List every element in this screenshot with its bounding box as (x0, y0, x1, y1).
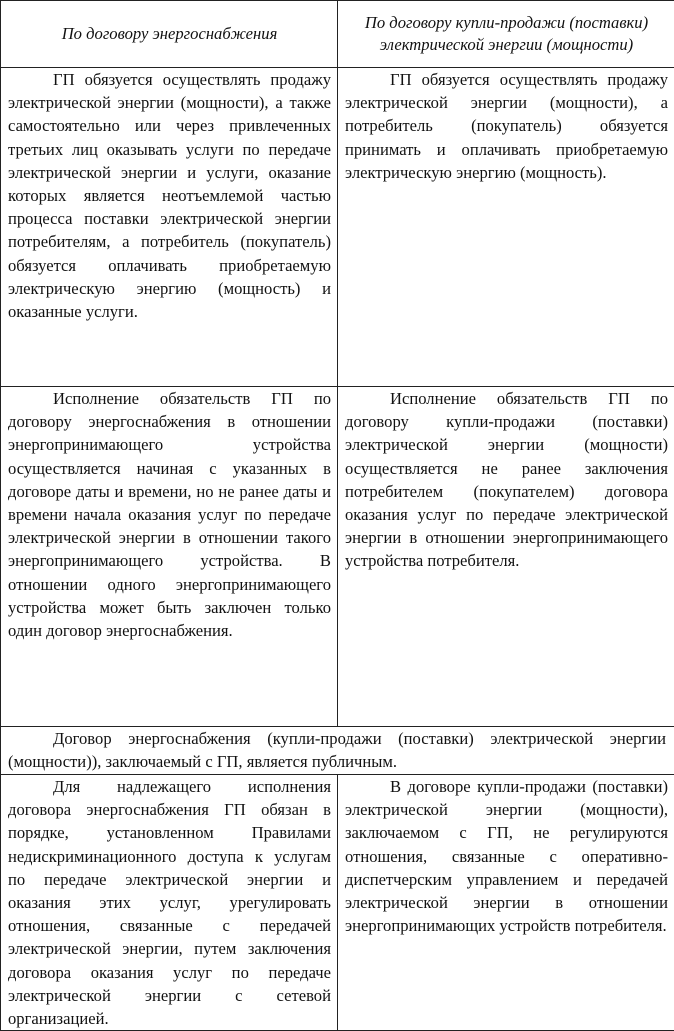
header-row (1, 1, 674, 68)
header-energy-supply-contract: По договору энергоснабжения (1, 1, 338, 68)
cell-purchase-sale-performance: Исполнение обязательств ГП по договору купли-продажи (поставки) электрической энергии (мощности) осуществляется не ранее заключения потребителем (покупателем) договора оказания услуг по передаче электрической энергии в отношении энергопринимающего устройства потребителя. (338, 387, 674, 727)
cell-energy-supply-performance: Исполнение обязательств ГП по договору энергоснабжения в отношении энергопринимающего устройства осуществляется начиная с указанных в договоре даты и времени, но не ранее даты и времени начала оказания услуг по передаче электрической энергии в отношении такого энергопринимающего устройства. В отношении одного энергопринимающего устройства может быть заключен только один договор энергоснабжения. (1, 387, 338, 727)
table-row (1, 727, 674, 775)
table-row (1, 387, 674, 727)
cell-energy-supply-transmission: Для надлежащего исполнения договора энергоснабжения ГП обязан в порядке, установленном Правилами недискриминационного доступа к услугам по передаче электрической энергии и оказания этих услуг, урегулировать отношения, связанные с передачей электрической энергии, путем заключения договора оказания услуг по передаче электрической энергии с сетевой организацией. (1, 775, 338, 1031)
table-row (1, 68, 674, 387)
cell-energy-supply-obligations: ГП обязуется осуществлять продажу электрической энергии (мощности), а также самостоятельно или через привлеченных третьих лиц оказывать услуги по передаче электрической энергии и услуги, оказание которых является неотъемлемой частью процесса поставки электрической энергии потребителям, а потребитель (покупатель) обязуется оплачивать приобретаемую электрическую энергию (мощность) и оказанные услуги. (1, 68, 338, 387)
header-purchase-sale-contract: По договору купли-продажи (поставки) электрической энергии (мощности) (338, 1, 674, 68)
cell-purchase-sale-obligations: ГП обязуется осуществлять продажу электрической энергии (мощности), а потребитель (покупатель) обязуется принимать и оплачивать приобретаемую электрическую энергию (мощность). (338, 68, 674, 387)
cell-public-contract-note: Договор энергоснабжения (купли-продажи (поставки) электрической энергии (мощности)), заключаемый с ГП, является публичным. (1, 727, 674, 775)
cell-purchase-sale-transmission: В договоре купли-продажи (поставки) электрической энергии (мощности), заключаемом с ГП, не регулируются отношения, связанные с оперативно-диспетчерским управлением и передачей электрической энергии в отношении энергопринимающих устройств потребителя. (338, 775, 674, 1031)
table-row (1, 775, 674, 1031)
